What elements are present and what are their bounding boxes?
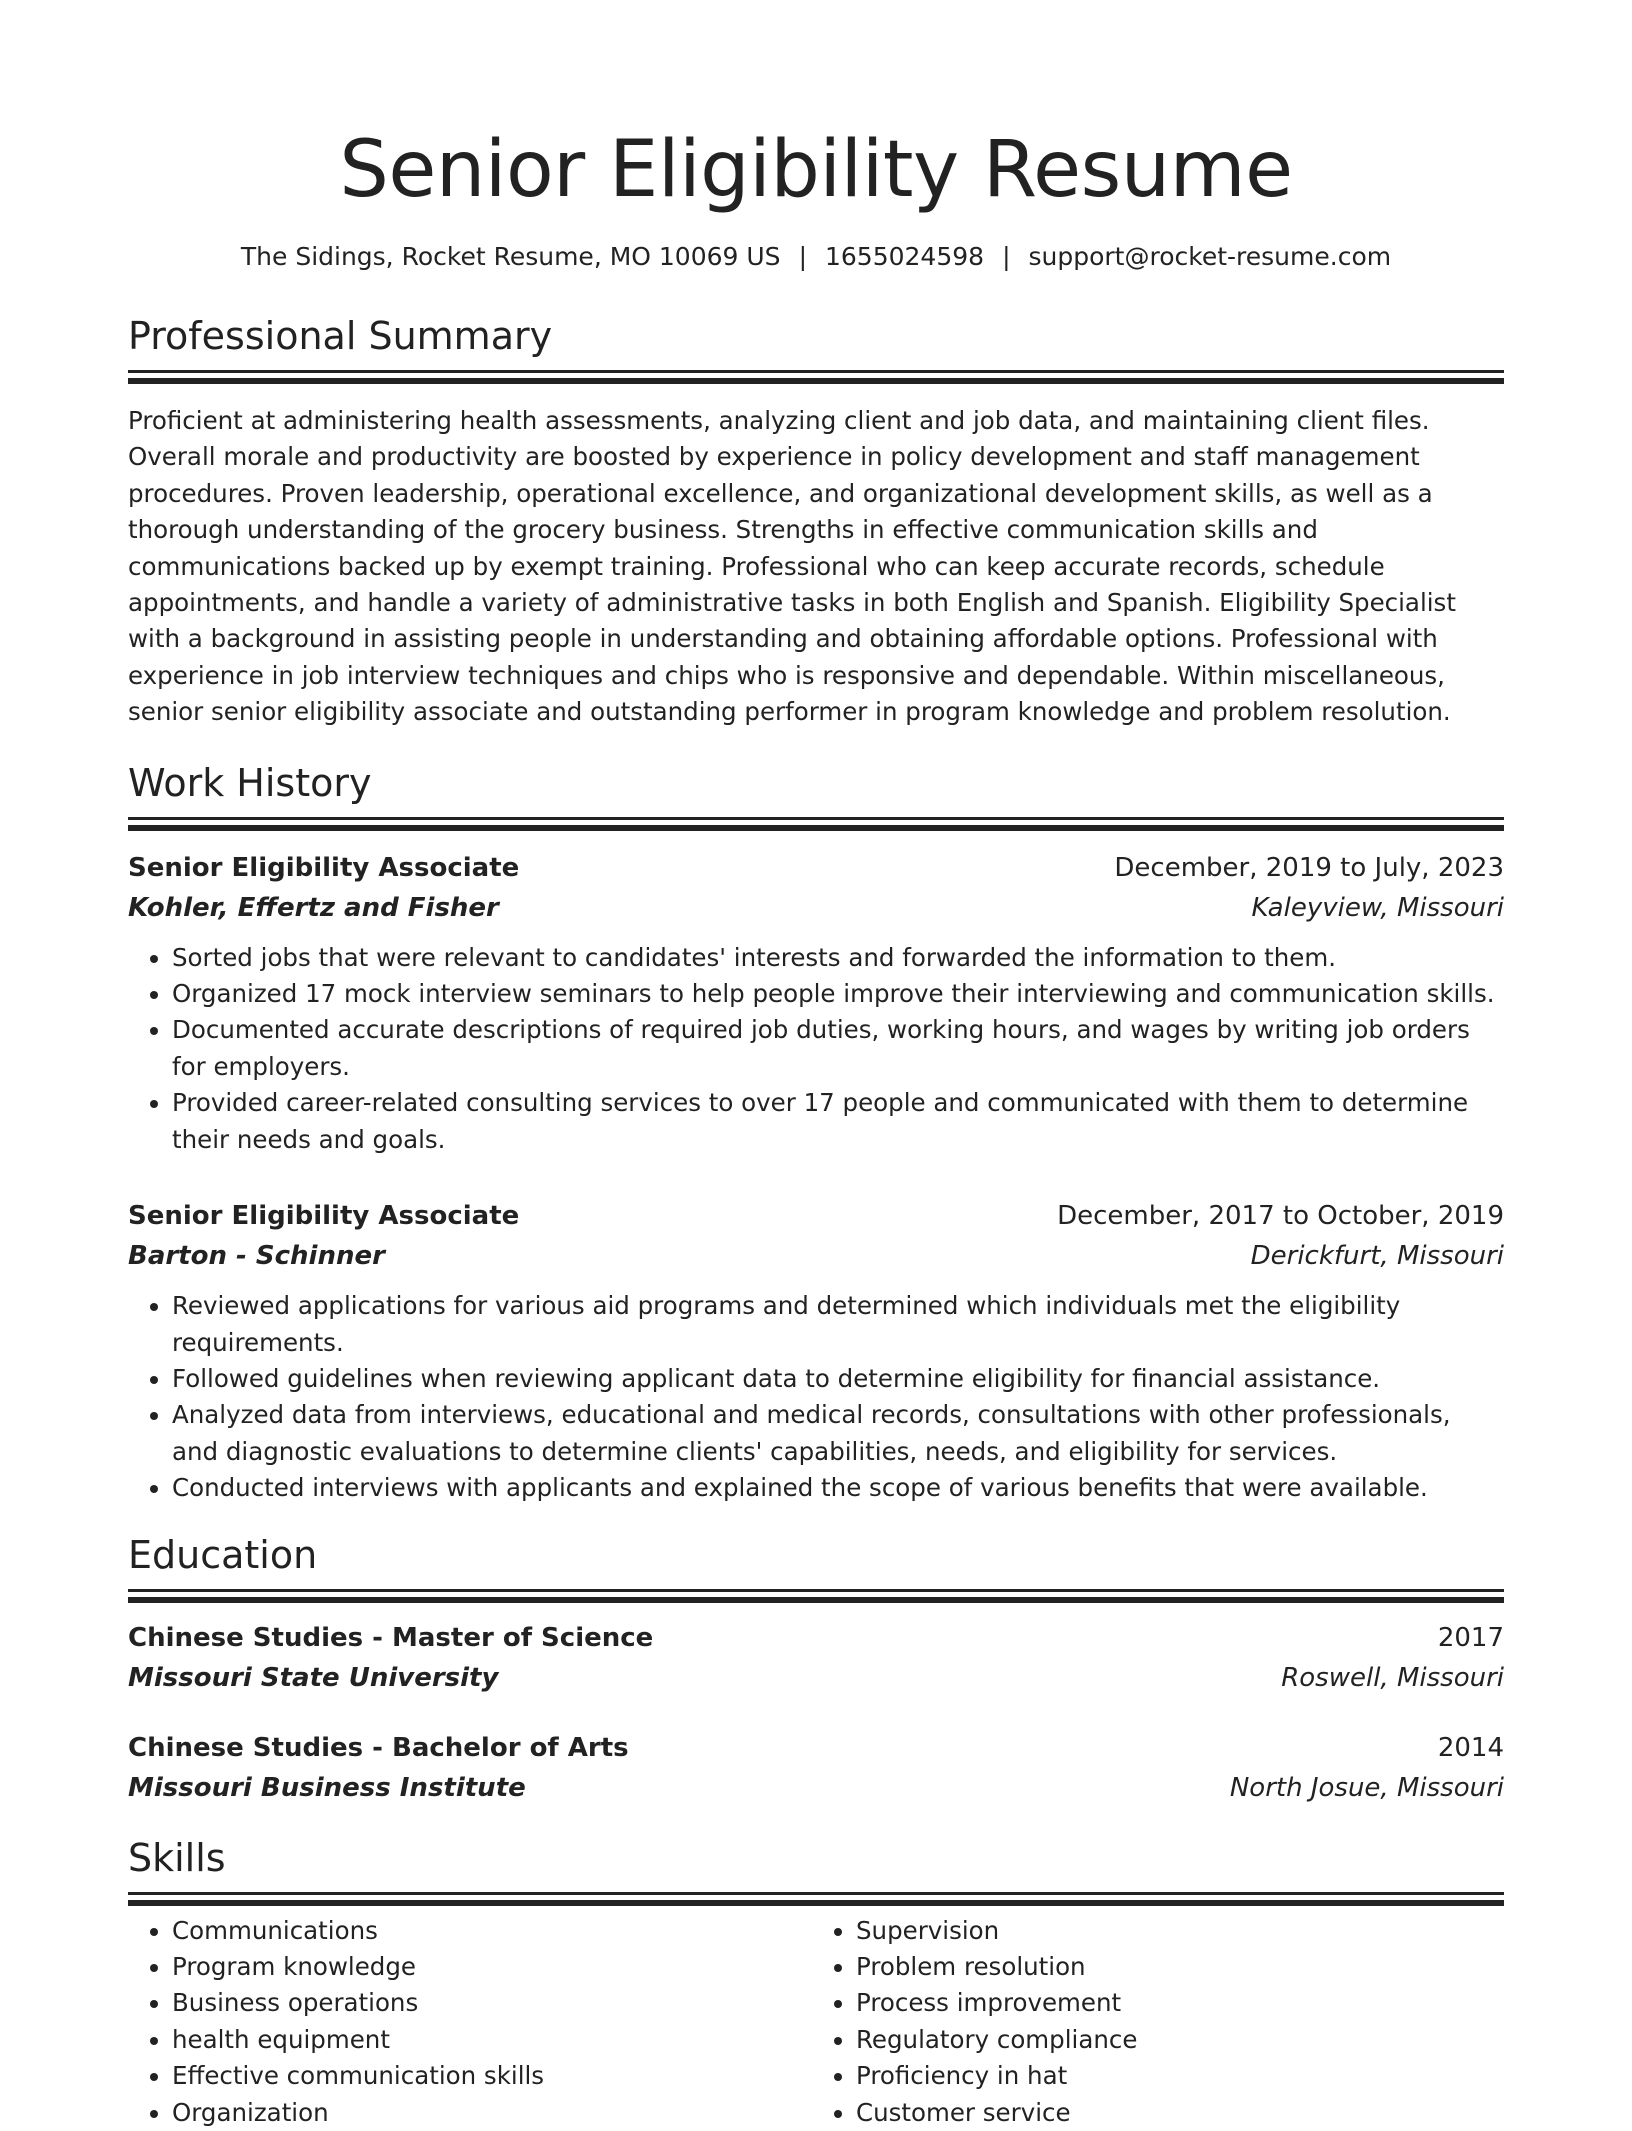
skills-list-right [812, 1913, 1456, 2131]
skill-item: • Effective communication skills [172, 2058, 812, 2094]
skill-item: • Business operations [172, 1985, 812, 2021]
section-heading-work: Work History [128, 760, 372, 805]
skill-item: • Customer service [856, 2095, 1456, 2131]
education-section [128, 1531, 1504, 1808]
skills-list-left [128, 1913, 812, 2131]
contact-phone: 1655024598 [825, 242, 985, 271]
skill-item: • Program knowledge [172, 1949, 812, 1985]
resume-title: Senior Eligibility Resume [339, 125, 1293, 215]
job-bullet: • Analyzed data from interviews, educational and medical records, consultations with other professionals, and diagnostic evaluations to determine clients' capabilities, needs, and eligibility for services. [172, 1397, 1504, 1470]
job-dates: December, 2017 to October, 2019 [1057, 1201, 1504, 1232]
job-entry [128, 848, 1504, 1158]
education-school: Missouri State University [128, 1662, 499, 1693]
job-title: Senior Eligibility Associate [128, 1201, 520, 1232]
skills-columns [128, 1913, 1504, 2131]
skill-item: • Supervision [856, 1913, 1456, 1949]
education-school: Missouri Business Institute [128, 1772, 526, 1803]
skill-item: • Communications [172, 1913, 812, 1949]
job-entry [128, 1196, 1504, 1506]
education-degree: Chinese Studies - Master of Science [128, 1622, 654, 1653]
contact-separator: | [1002, 242, 1011, 271]
section-divider [128, 1892, 1504, 1895]
resume-page [128, 0, 1504, 2131]
skills-section [128, 1834, 1504, 2131]
job-bullet: • Reviewed applications for various aid programs and determined which individuals met the eligibility requirements. [172, 1288, 1504, 1361]
job-bullet: • Followed guidelines when reviewing applicant data to determine eligibility for financial assistance. [172, 1361, 1504, 1397]
section-divider [128, 1589, 1504, 1592]
contact-separator: | [798, 242, 807, 271]
education-year: 2017 [1437, 1622, 1504, 1653]
job-bullet: • Documented accurate descriptions of required job duties, working hours, and wages by writing job orders for employers. [172, 1012, 1504, 1085]
job-title: Senior Eligibility Associate [128, 852, 520, 883]
section-divider [128, 817, 1504, 820]
job-location: Derickfurt, Missouri [1250, 1241, 1504, 1272]
skill-item: • Regulatory compliance [856, 2022, 1456, 2058]
job-bullet: • Organized 17 mock interview seminars to help people improve their interviewing and communication skills. [172, 976, 1504, 1012]
education-degree: Chinese Studies - Bachelor of Arts [128, 1732, 629, 1763]
skill-item: • Problem resolution [856, 1949, 1456, 1985]
education-location: Roswell, Missouri [1281, 1662, 1504, 1693]
skill-item: • health equipment [172, 2022, 812, 2058]
education-location: North Josue, Missouri [1229, 1772, 1504, 1803]
job-bullet: • Sorted jobs that were relevant to candidates' interests and forwarded the information to them. [172, 940, 1504, 976]
education-entry [128, 1728, 1504, 1808]
contact-address: The Sidings, Rocket Resume, MO 10069 US [240, 242, 781, 271]
job-location: Kaleyview, Missouri [1251, 892, 1504, 923]
skill-item: • Proficiency in hat [856, 2058, 1456, 2094]
education-year: 2014 [1437, 1732, 1504, 1763]
job-bullet: • Conducted interviews with applicants and explained the scope of various benefits that were available. [172, 1470, 1504, 1506]
job-company: Barton - Schinner [128, 1241, 385, 1272]
contact-email: support@rocket-resume.com [1028, 242, 1392, 271]
skill-item: • Process improvement [856, 1985, 1456, 2021]
section-heading-education: Education [128, 1532, 318, 1577]
job-bullets [128, 940, 1504, 1158]
job-bullets [128, 1288, 1504, 1506]
education-entry [128, 1618, 1504, 1698]
summary-section [128, 312, 1504, 731]
job-company: Kohler, Effertz and Fisher [128, 892, 499, 923]
section-heading-skills: Skills [128, 1835, 226, 1880]
contact-line [128, 240, 1504, 274]
section-heading-summary: Professional Summary [128, 314, 553, 358]
work-history-section [128, 759, 1504, 1507]
section-divider [128, 370, 1504, 373]
job-bullet: • Provided career-related consulting services to over 17 people and communicated with them to determine their needs and goals. [172, 1085, 1504, 1158]
summary-text: Proficient at administering health assessments, analyzing client and job data, and maintaining client files. Overall morale and productivity are boosted by experience in policy development and staff management procedures. Proven leadership, operational excellence, and organizational development skills, as well as a thorough understanding of the grocery business. Strengths in effective communication skills and communications backed up by exempt training. Professional who can keep accurate records, schedule appointments, and handle a variety of administrative tasks in both English and Spanish. Eligibility Specialist with a background in assisting people in understanding and obtaining affordable options. Professional with experience in job interview techniques and chips who is responsive and dependable. Within miscellaneous, senior senior eligibility associate and outstanding performer in program knowledge and problem resolution. [128, 406, 1456, 727]
skill-item: • Organization [172, 2095, 812, 2131]
job-dates: December, 2019 to July, 2023 [1114, 852, 1504, 883]
